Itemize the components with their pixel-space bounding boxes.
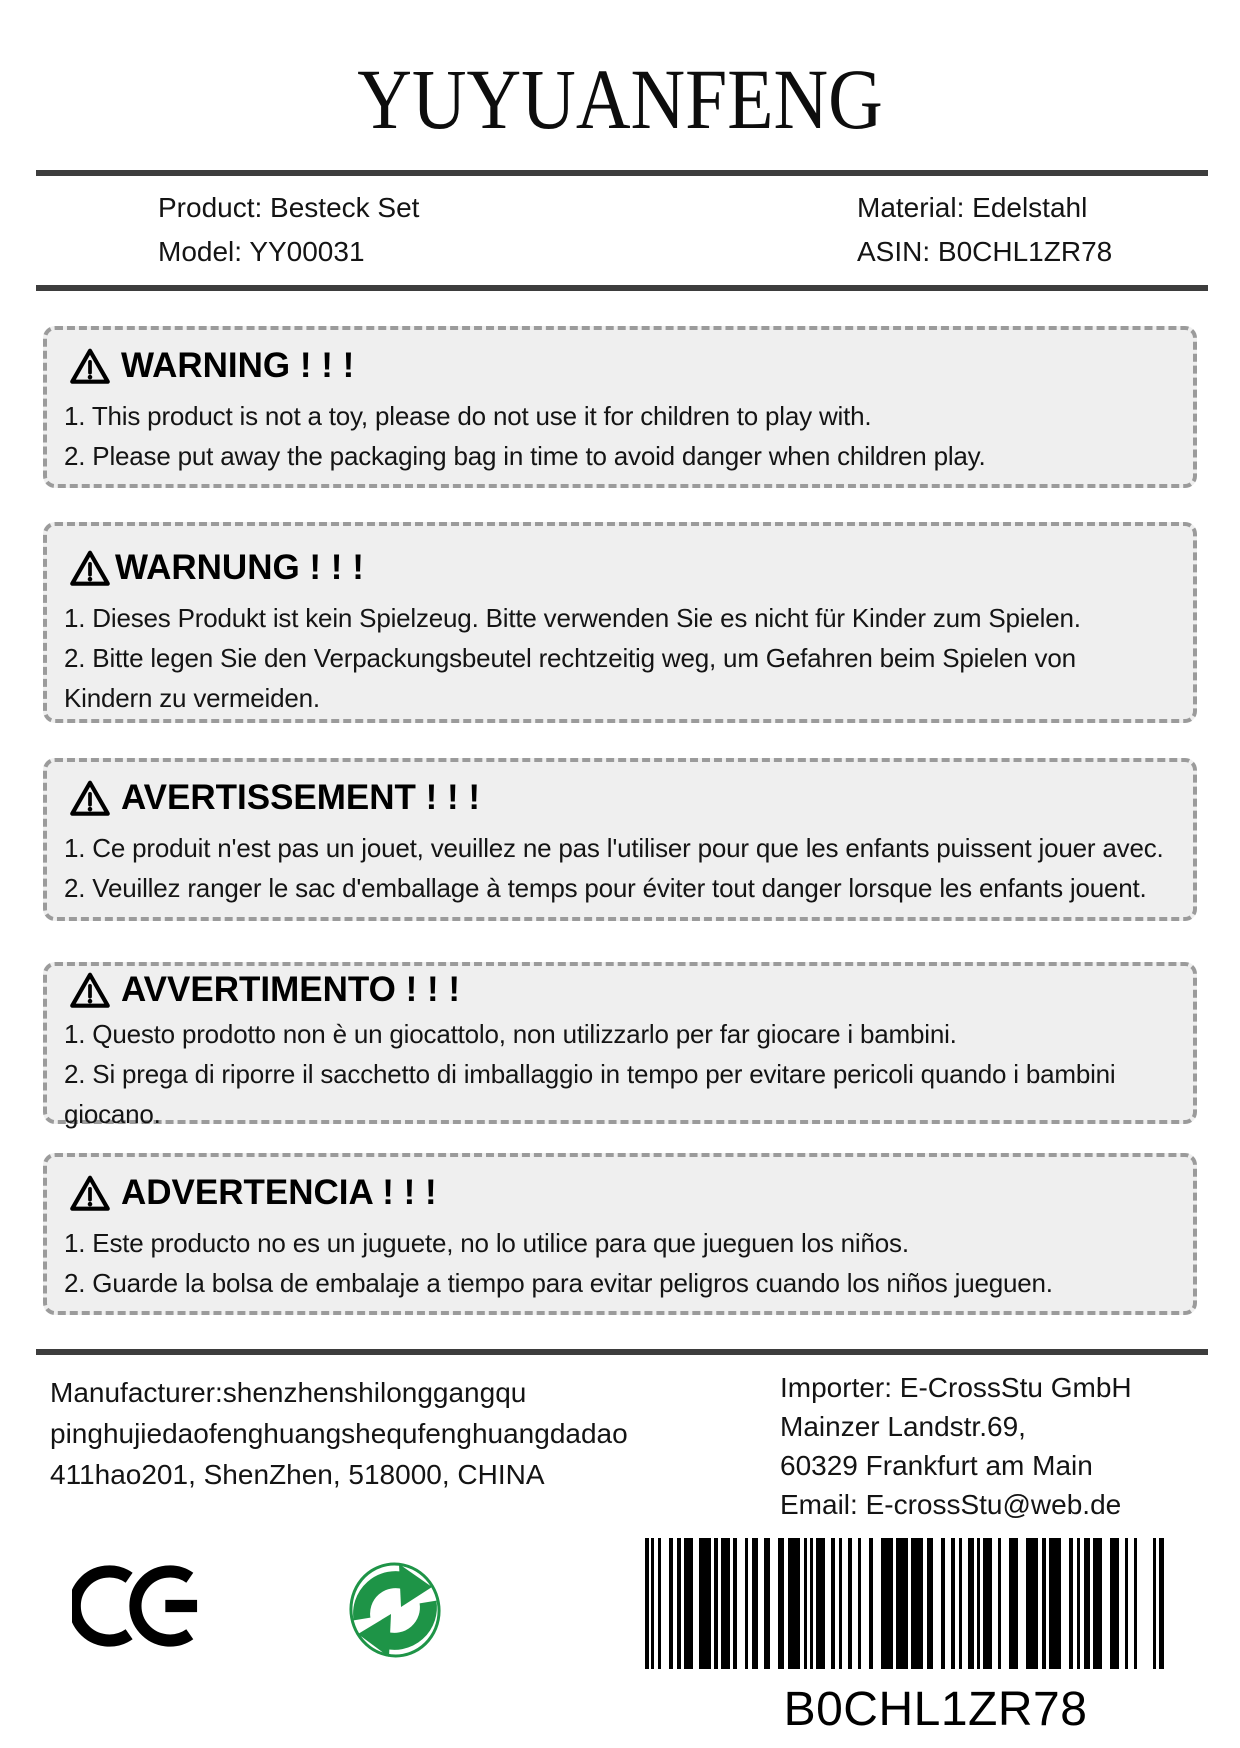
warning-title-row	[69, 548, 1181, 588]
warning-box-german	[43, 522, 1197, 723]
green-dot-icon	[345, 1560, 445, 1660]
warning-line: 1. Dieses Produkt ist kein Spielzeug. Bitte verwenden Sie es nicht für Kinder zum Spielen.	[64, 603, 1081, 633]
warning-icon	[69, 549, 111, 587]
warning-line: 2. Veuillez ranger le sac d'emballage à temps pour éviter tout danger lorsque les enfants jouent.	[64, 873, 1147, 903]
material-field: Material: Edelstahl	[857, 192, 1088, 223]
importer-line: Importer: E-CrossStu GmbH	[780, 1372, 1132, 1403]
warning-box-spanish	[43, 1153, 1197, 1315]
importer-line: Email: E-crossStu@web.de	[780, 1489, 1122, 1520]
warning-icon	[69, 971, 111, 1009]
header-divider-bottom	[36, 285, 1208, 291]
warning-line: giocano.	[64, 1099, 161, 1129]
manufacturer-line: 411hao201, ShenZhen, 518000, CHINA	[50, 1459, 545, 1490]
warning-title-row	[69, 778, 1181, 818]
brand-title: YUYUANFENG	[357, 51, 883, 147]
warning-line: Kindern zu vermeiden.	[64, 683, 320, 713]
warning-title: AVERTISSEMENT ! ! !	[121, 778, 481, 817]
warning-title-row	[69, 1173, 1181, 1213]
warning-icon	[69, 347, 111, 385]
importer-line: 60329 Frankfurt am Main	[780, 1450, 1093, 1481]
ce-mark-icon	[72, 1558, 212, 1654]
warning-line: 1. This product is not a toy, please do not use it for children to play with.	[64, 401, 872, 431]
warning-box-italian	[43, 962, 1197, 1129]
footer-divider	[36, 1349, 1208, 1355]
warning-title: ADVERTENCIA ! ! !	[121, 1173, 437, 1212]
header-divider-top	[36, 170, 1208, 176]
warning-title: AVVERTIMENTO ! ! !	[121, 970, 460, 1009]
warning-line: 1. Questo prodotto non è un giocattolo, non utilizzarlo per far giocare i bambini.	[64, 1019, 957, 1049]
warning-title-row	[69, 346, 1181, 386]
warning-line: 1. Este producto no es un juguete, no lo utilice para que jueguen los niños.	[64, 1228, 909, 1258]
warning-icon	[69, 1174, 111, 1212]
model-field: Model: YY00031	[158, 236, 365, 267]
warning-box-french	[43, 758, 1197, 921]
importer-address	[780, 1368, 1132, 1524]
warning-icon	[69, 779, 111, 817]
barcode-label: B0CHL1ZR78	[783, 1683, 1088, 1736]
manufacturer-line: Manufacturer:shenzhenshilonggangqu	[50, 1377, 527, 1408]
warning-line: 2. Guarde la bolsa de embalaje a tiempo para evitar peligros cuando los niños jueguen.	[64, 1268, 1053, 1298]
manufacturer-line: pinghujiedaofenghuangshequfenghuangdadao	[50, 1418, 628, 1449]
importer-line: Mainzer Landstr.69,	[780, 1411, 1026, 1442]
asin-field: ASIN: B0CHL1ZR78	[857, 236, 1113, 267]
warning-title: WARNING ! ! !	[121, 346, 355, 385]
warning-line: 2. Please put away the packaging bag in time to avoid danger when children play.	[64, 441, 986, 471]
warning-line: 2. Bitte legen Sie den Verpackungsbeutel rechtzeitig weg, um Gefahren beim Spielen von	[64, 643, 1076, 673]
warning-title: WARNUNG ! ! !	[115, 548, 364, 587]
warning-box-english	[43, 326, 1197, 488]
warning-line: 2. Si prega di riporre il sacchetto di imballaggio in tempo per evitare pericoli quando i bambini	[64, 1059, 1116, 1089]
barcode	[645, 1538, 1166, 1669]
manufacturer-address	[50, 1372, 628, 1495]
product-field: Product: Besteck Set	[158, 192, 420, 223]
warning-line: 1. Ce produit n'est pas un jouet, veuillez ne pas l'utiliser pour que les enfants puissent jouer avec.	[64, 833, 1164, 863]
warning-title-row	[69, 970, 1181, 1010]
